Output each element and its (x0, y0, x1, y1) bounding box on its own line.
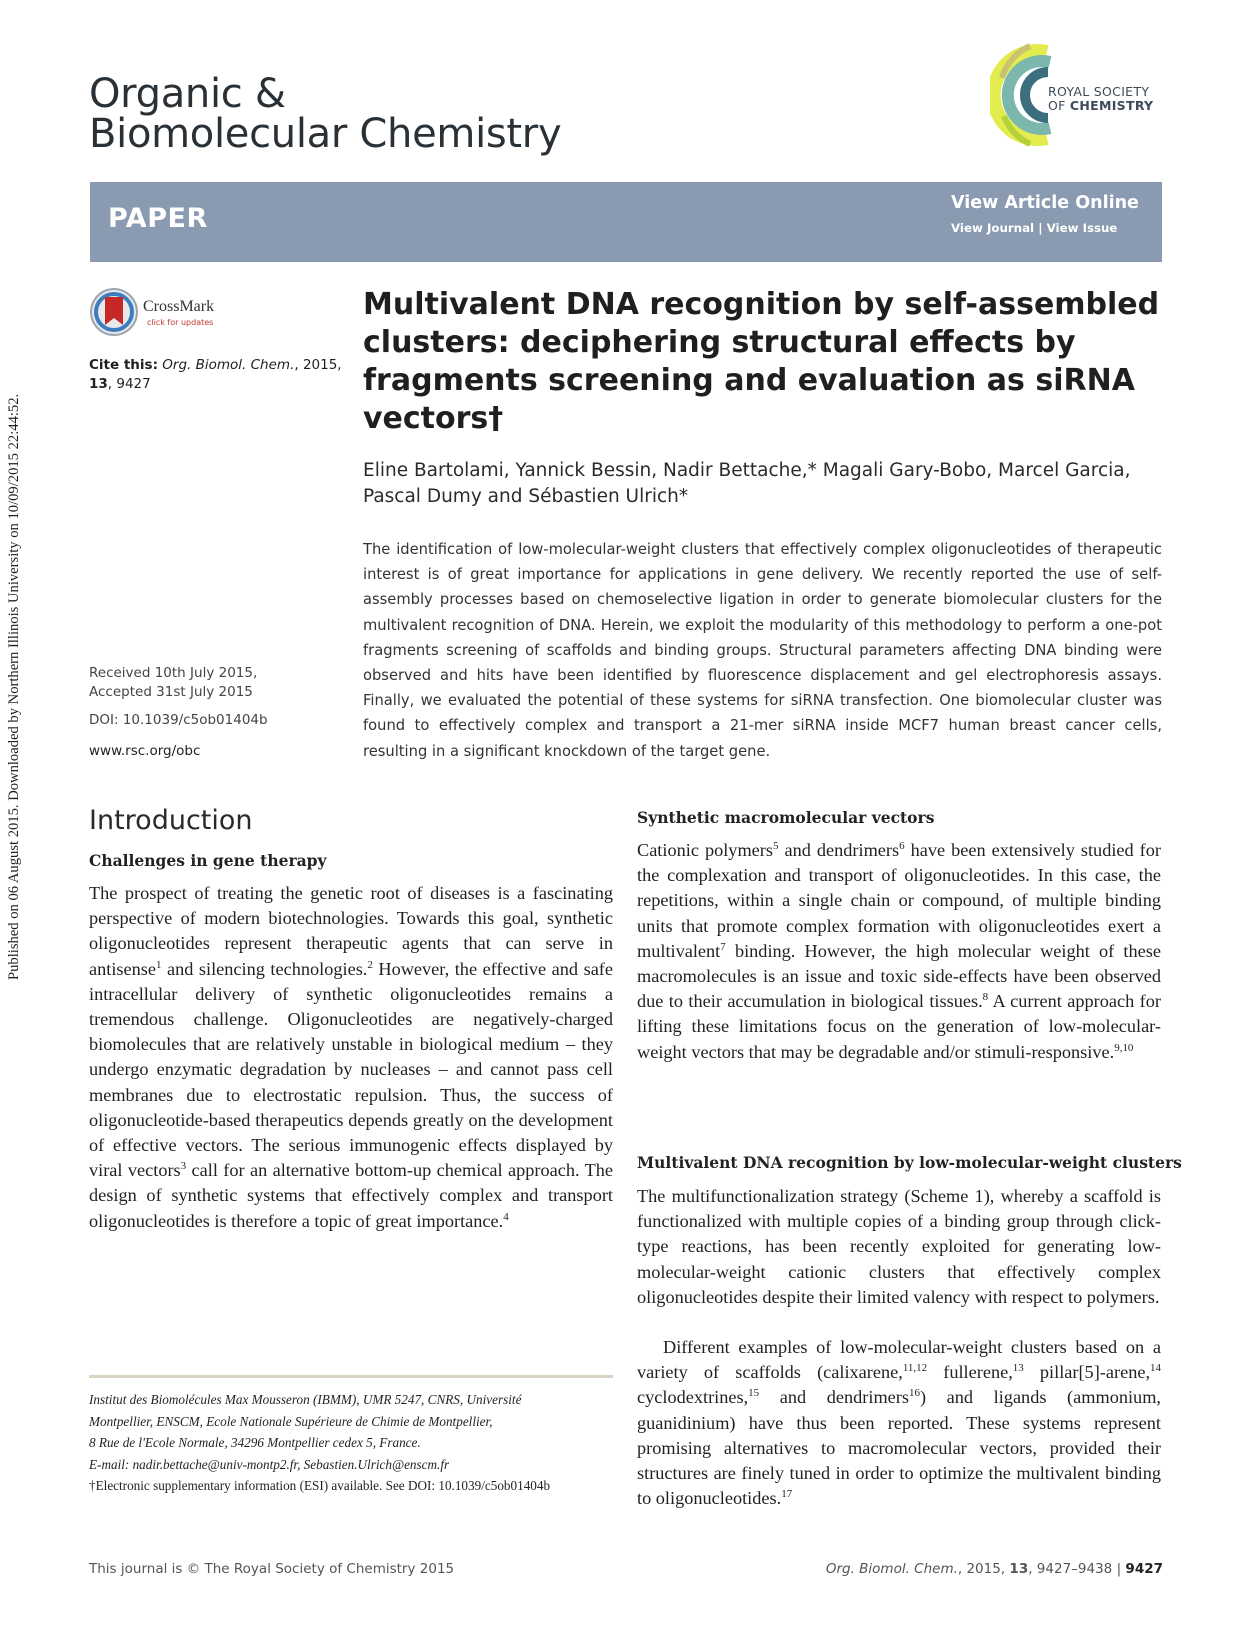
intro-paragraph (89, 881, 613, 1234)
ref-link[interactable]: 5 (772, 839, 779, 852)
text-segment: binding. However, the high molecular weight of these macromolecules is an issue and toxic side-effects have been observed due to their accumulation in biological tissues. (637, 940, 1161, 1012)
rsc-line2-prefix: OF (1048, 98, 1066, 113)
synthetic-vectors-heading: Synthetic macromolecular vectors (637, 808, 935, 827)
text-segment: ) and ligands (ammonium, guanidinium) have thus been reported. These systems represent promising alternatives to macromolecular vectors, provided their structures are finely tuned in order to optimize the multivalent binding to oligonucleotides. (637, 1387, 1161, 1509)
text-segment: However, the effective and safe intracellular delivery of synthetic oligonucleotides remains a tremendous challenge. Oligonucleotides are negatively-charged biomolecules that are relatively unstable in biological medium – they undergo enzymatic degradation by nucleases – and cannot pass cell membranes due to electrostatic repulsion. Thus, the success of oligonucleotide-based therapeutics depends greatly on the development of effective vectors. The serious immunogenic effects displayed by viral vectors (89, 958, 614, 1181)
ref-link[interactable]: 15 (748, 1387, 760, 1400)
crossmark-icon[interactable] (89, 287, 139, 337)
abstract: The identification of low-molecular-weight clusters that effectively complex oligonucleotides of therapeutic interest is of great importance for applications in gene delivery. We recently reported the use of self-assembly processes based on chemoselective ligation in order to generate biomolecular clusters for the multivalent recognition of DNA. Herein, we exploit the modularity of this methodology to perform a one-pot fragments screening of scaffolds and binding groups. Structural parameters affecting DNA binding were observed and hits have been identified by fluorescence displacement and gel electrophoresis assays. Finally, we evaluated the potential of these systems for siRNA transfection. One biomolecular cluster was found to effectively complex and transport a 21-mer siRNA inside MCF7 human breast cancer cells, resulting in a significant knockdown of the target gene. (363, 541, 1162, 760)
crossmark-sub: click for updates (147, 318, 214, 327)
text-segment: Cationic polymers (637, 840, 773, 860)
footer-volume: 13 (1009, 1561, 1029, 1577)
ref-link[interactable]: 11,12 (902, 1362, 928, 1375)
ref-link[interactable]: 16 (908, 1387, 920, 1400)
footnotes (89, 1389, 613, 1497)
article-dates (89, 664, 257, 702)
authors (363, 458, 1163, 510)
download-notice: Published on 06 August 2015. Downloaded by Northern Illinois University on 10/09/2015 22:44:52. (6, 393, 22, 980)
cite-year: , 2015, (294, 357, 342, 373)
footer-journal: Org. Biomol. Chem. (825, 1561, 958, 1577)
text-segment: have been extensively studied for the complexation and transport of oligonucleotides. In this case, the repetitions, within a single chain or compound, of multiple binding units that promote complex formation with oligonucleotides exert a multivalent (637, 840, 1161, 961)
authors-line2: Pascal Dumy and Sébastien Ulrich* (363, 486, 689, 507)
text-segment: and dendrimers (759, 1387, 909, 1408)
cluster-examples-paragraph (637, 1335, 1161, 1511)
introduction-heading: Introduction (89, 805, 253, 836)
banner-separator: | (1038, 221, 1043, 235)
ref-link[interactable]: 9,10 (1114, 1041, 1134, 1054)
authors-line1: Eline Bartolami, Yannick Bessin, Nadir Bettache,* Magali Gary-Bobo, Marcel Garcia, (363, 460, 1131, 481)
text-segment: cyclodextrines, (637, 1387, 749, 1408)
ref-link[interactable]: 4 (503, 1210, 509, 1223)
affiliation-line: Montpellier, ENSCM, Ecole Nationale Supérieure de Chimie de Montpellier, (89, 1413, 493, 1429)
ref-link[interactable]: 2 (367, 958, 373, 971)
ref-link[interactable]: 8 (982, 991, 989, 1004)
view-article-online-link[interactable]: View Article Online (951, 193, 1139, 213)
rsc-wordmark (1048, 85, 1153, 113)
synthetic-vectors-paragraph (637, 838, 1161, 1065)
journal-website-link[interactable]: www.rsc.org/obc (89, 743, 201, 759)
text-segment: fullerene, (927, 1362, 1013, 1383)
view-journal-link[interactable]: View Journal (951, 221, 1035, 235)
view-issue-link[interactable]: View Issue (1046, 221, 1118, 235)
text-segment: The prospect of treating the genetic root of diseases is a fascinating perspective of modern biotechnologies. Towards this goal, synthetic oligonucleotides represent therapeutic agents that can serve in antisense (89, 883, 613, 979)
ref-link[interactable]: 1 (156, 958, 162, 971)
citation (89, 356, 349, 394)
rsc-line2-bold: CHEMISTRY (1069, 98, 1154, 113)
text-segment: and dendrimers (778, 840, 900, 860)
article-title: Multivalent DNA recognition by self-assembled clusters: deciphering structural effects by fragments screening and evaluation as siRNA vectors† (363, 287, 1160, 436)
footer-separator: | (1116, 1561, 1122, 1577)
banner-links (951, 221, 1117, 235)
affiliation-line: Institut des Biomolécules Max Mousseron (IBMM), UMR 5247, CNRS, Université (89, 1392, 522, 1407)
accepted-date: Accepted 31st July 2015 (89, 684, 253, 700)
doi[interactable]: DOI: 10.1039/c5ob01404b (89, 712, 268, 728)
rsc-line1: ROYAL SOCIETY (1048, 84, 1150, 99)
article-type-label: PAPER (108, 203, 208, 234)
text-segment: Different examples of low-molecular-weight clusters based on a variety of scaffolds (calixarene, (637, 1337, 1161, 1383)
journal-title-line2: Biomolecular Chemistry (89, 111, 562, 157)
page-number: 9427 (1125, 1561, 1163, 1577)
ref-link[interactable]: 13 (1012, 1362, 1024, 1375)
copyright-footer: This journal is © The Royal Society of Chemistry 2015 (89, 1561, 455, 1577)
cite-page: , 9427 (107, 376, 151, 392)
email-line: E-mail: nadir.bettache@univ-montp2.fr, Sebastien.Ulrich@enscm.fr (89, 1456, 450, 1472)
ref-link[interactable]: 3 (180, 1160, 187, 1173)
multifunctionalization-paragraph: The multifunctionalization strategy (Scheme 1), whereby a scaffold is functionalized with multiple copies of a binding group through click-type reactions, has been recently exploited for generating low-molecular-weight cationic clusters that effectively complex oligonucleotides despite their limited valency with respect to polymers. (637, 1186, 1161, 1307)
cite-volume: 13 (89, 376, 108, 392)
challenges-heading: Challenges in gene therapy (89, 851, 327, 870)
footer-pages: , 9427–9438 (1028, 1561, 1113, 1577)
esi-note: †Electronic supplementary information (ESI) available. See DOI: 10.1039/c5ob01404b (89, 1478, 551, 1493)
text-segment: A current approach for lifting these limitations focus on the generation of low-molecular-weight vectors that may be degradable and/or stimuli-responsive. (637, 991, 1161, 1062)
multivalent-recognition-heading: Multivalent DNA recognition by low-molecular-weight clusters (637, 1153, 1182, 1172)
affiliation-line: 8 Rue de l'Ecole Normale, 34296 Montpellier cedex 5, France. (89, 1435, 421, 1450)
cite-journal: Org. Biomol. Chem. (162, 357, 295, 373)
journal-title (89, 71, 562, 157)
text-segment: pillar[5]-arene, (1023, 1362, 1151, 1383)
journal-title-line1: Organic & (89, 71, 286, 117)
ref-link[interactable]: 14 (1150, 1362, 1161, 1375)
ref-link[interactable]: 6 (899, 839, 905, 852)
page-footer (826, 1561, 1163, 1577)
crossmark-label[interactable]: CrossMark (143, 298, 215, 315)
text-segment: and silencing technologies. (161, 958, 368, 979)
ref-link[interactable]: 17 (781, 1488, 793, 1501)
text-segment: call for an alternative bottom-up chemical approach. The design of synthetic systems that effectively complex and transport oligonucleotides is therefore a topic of great importance. (89, 1160, 613, 1231)
ref-link[interactable]: 7 (720, 940, 726, 953)
received-date: Received 10th July 2015, (89, 665, 258, 681)
cite-prefix: Cite this: (89, 357, 158, 373)
footnote-divider (89, 1375, 613, 1378)
footer-year: , 2015, (957, 1561, 1006, 1577)
